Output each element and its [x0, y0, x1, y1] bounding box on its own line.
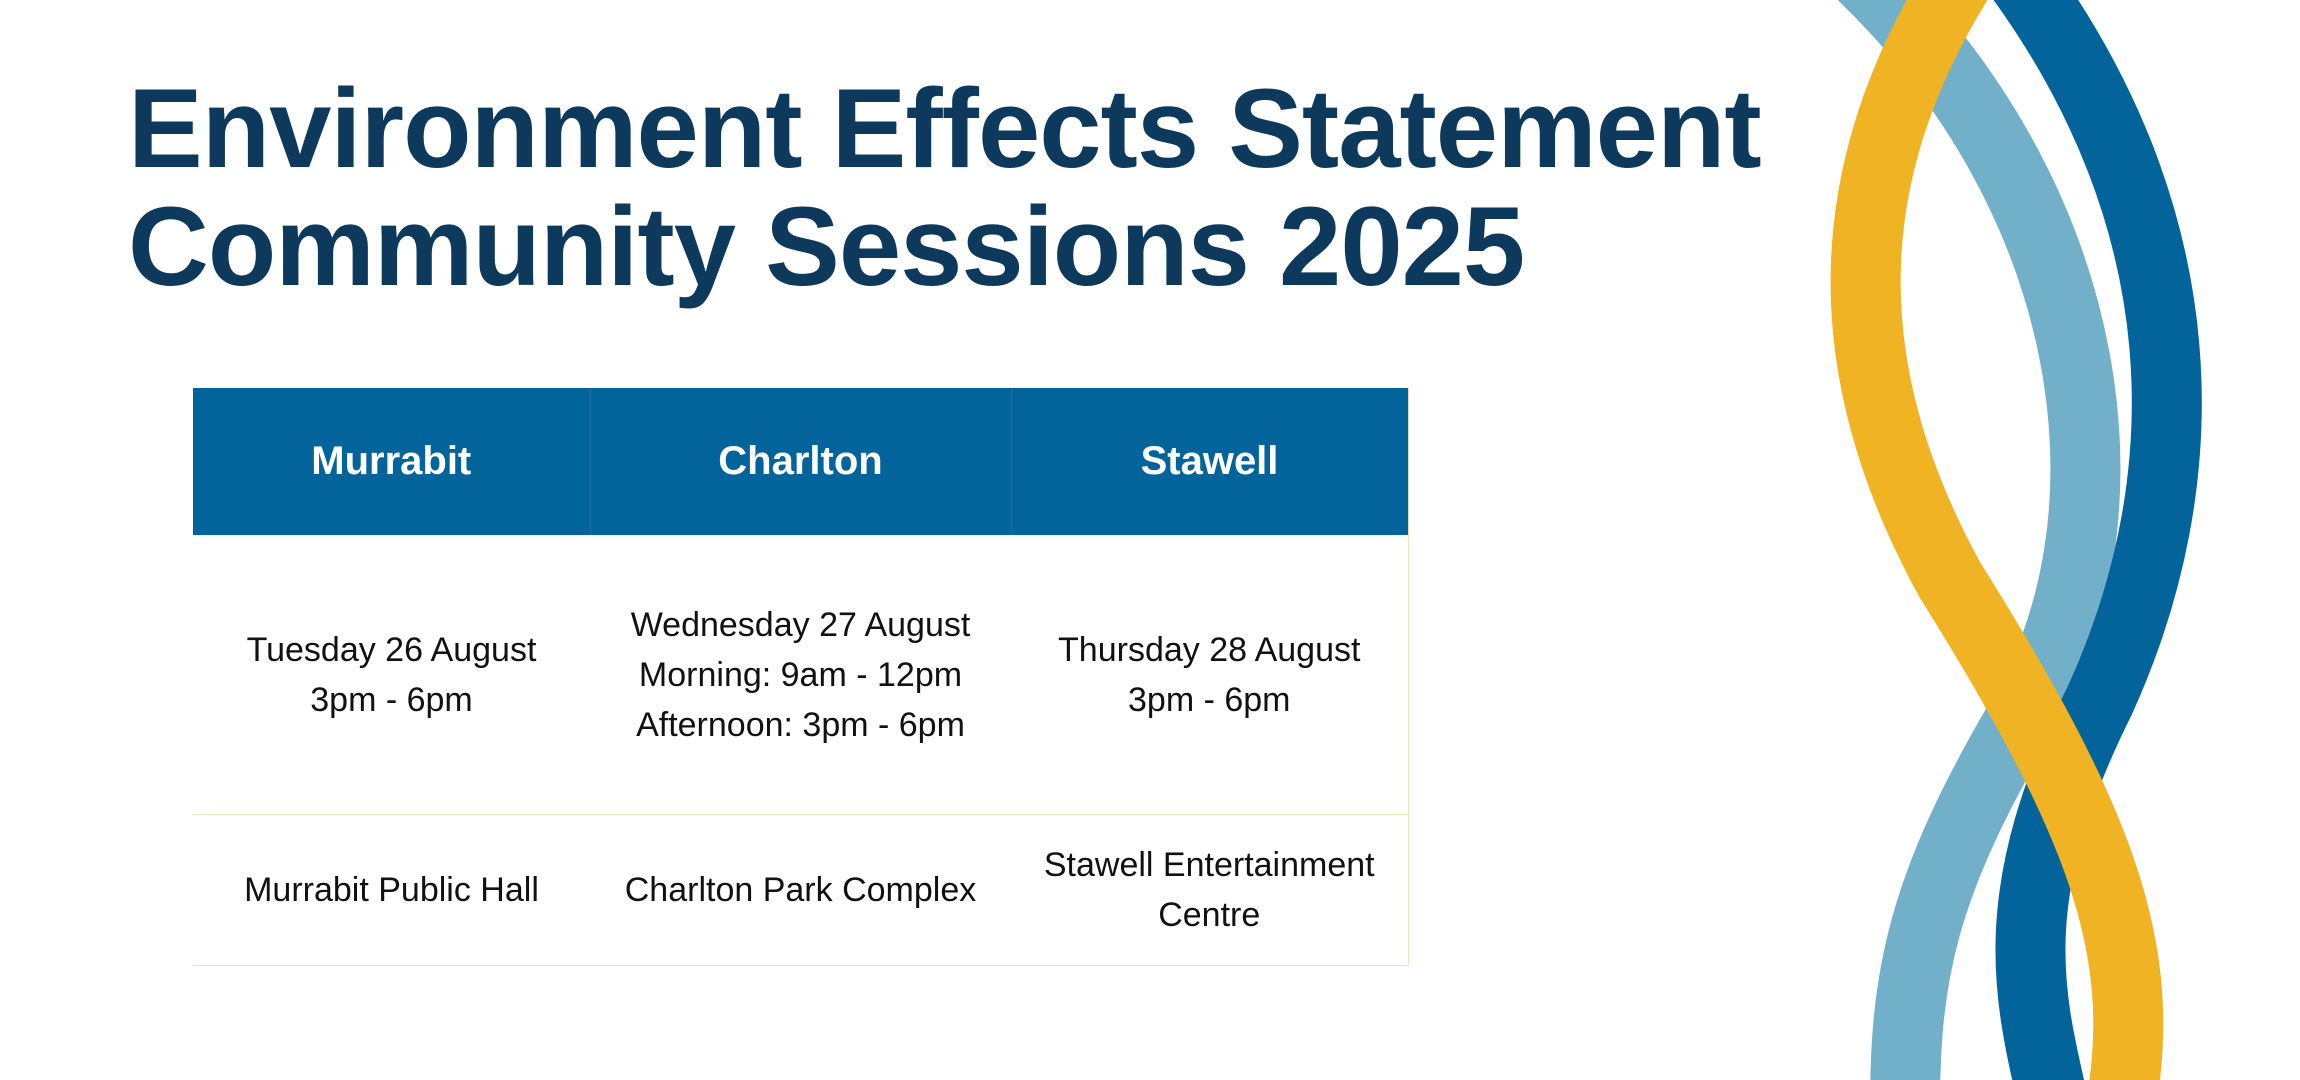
page-title-line-1: Environment Effects Statement — [128, 66, 1761, 191]
table-row-dates — [193, 535, 1408, 815]
cell-stawell-date — [1011, 535, 1408, 815]
page-title — [128, 66, 1778, 309]
time-text: Morning: 9am - 12pm — [638, 655, 963, 694]
column-header-stawell: Stawell — [1011, 388, 1408, 535]
cell-stawell-venue — [1011, 815, 1408, 966]
time-text: 3pm - 6pm — [1128, 680, 1291, 719]
session-schedule-table — [193, 388, 1409, 966]
column-header-murrabit: Murrabit — [193, 388, 590, 535]
column-header-charlton: Charlton — [590, 388, 1011, 535]
time-text: Afternoon: 3pm - 6pm — [636, 705, 965, 744]
table-row-venues — [193, 815, 1408, 966]
venue-text: Murrabit Public Hall — [244, 871, 539, 909]
venue-text: Charlton Park Complex — [624, 871, 977, 909]
cell-charlton-venue — [590, 815, 1011, 966]
date-text: Wednesday 27 August — [630, 605, 971, 644]
venue-text: Stawell Entertainment — [1043, 846, 1375, 884]
date-text: Tuesday 26 August — [246, 630, 537, 669]
venue-text: Centre — [1158, 896, 1261, 934]
time-text: 3pm - 6pm — [310, 680, 473, 719]
cell-murrabit-venue — [193, 815, 590, 966]
table-header-row — [193, 388, 1408, 535]
date-text: Thursday 28 August — [1058, 630, 1361, 669]
decorative-ribbons — [1800, 0, 2300, 1080]
cell-murrabit-date — [193, 535, 590, 815]
cell-charlton-date — [590, 535, 1011, 815]
page-title-line-2: Community Sessions 2025 — [128, 184, 1525, 309]
